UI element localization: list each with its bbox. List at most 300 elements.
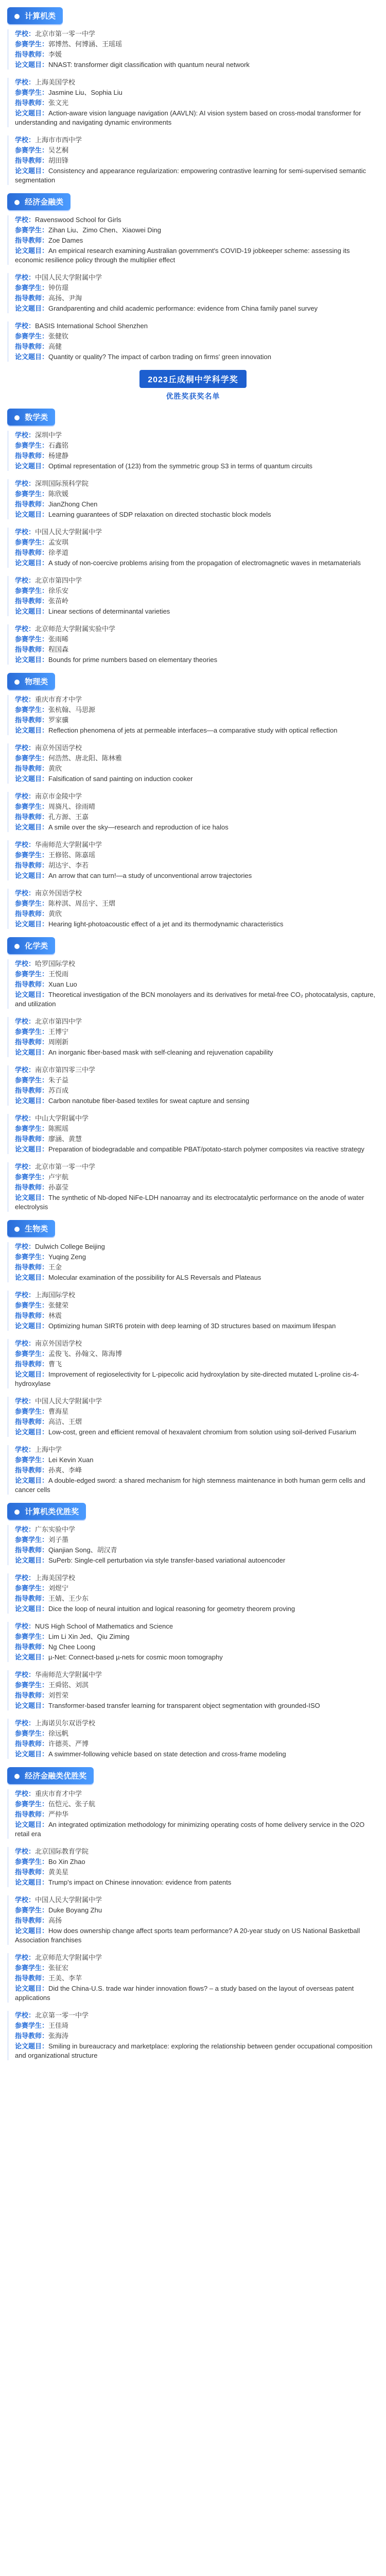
title: Improvement of regioselectivity for L-pipecolic acid hydroxylation by site-directed mutated L-proline cis-4-hydroxylase <box>15 1370 359 1387</box>
label-school: 学校： <box>15 744 36 752</box>
bullet-icon <box>14 1510 20 1515</box>
section-title: 经济金融类优胜奖 <box>25 1772 87 1781</box>
label-advisor: 指导教师： <box>15 99 49 107</box>
label-advisor: 指导教师： <box>15 1135 49 1143</box>
advisor: 高扬 <box>48 1917 62 1924</box>
section-header <box>7 937 379 954</box>
label-title: 论文题目： <box>15 1048 49 1056</box>
label-school: 学校： <box>15 1622 36 1630</box>
title: Low-cost, green and efficient removal of hexavalent chromium from solution using soil-derived Fusarium <box>48 1428 357 1436</box>
title: Falsification of sand painting on induction cooker <box>48 775 193 783</box>
entry <box>7 479 379 519</box>
entry <box>7 1397 379 1437</box>
team: Zihan Liu、Zimo Chen、Xiaowei Ding <box>48 226 161 234</box>
label-team: 参赛学生： <box>15 1456 49 1464</box>
team: 徐远帆 <box>48 1730 69 1737</box>
label-team: 参赛学生： <box>15 587 49 595</box>
label-school: 学校： <box>15 216 36 224</box>
label-school: 学校： <box>15 1848 36 1855</box>
advisor: 廖涵、黄慧 <box>48 1135 82 1143</box>
team: 张健荣 <box>48 1301 69 1309</box>
label-advisor: 指导教师： <box>15 452 49 460</box>
title: Grandparenting and child academic performance: evidence from China family panel survey <box>48 304 318 312</box>
label-team: 参赛学生： <box>15 40 49 48</box>
title: µ-Net: Connect-based µ-nets for cosmic moon tomography <box>48 1653 223 1661</box>
label-advisor: 指导教师： <box>15 1466 49 1474</box>
label-school: 学校： <box>15 1066 36 1074</box>
label-advisor: 指导教师： <box>15 1868 49 1876</box>
entry <box>7 1622 379 1662</box>
label-team: 参赛学生： <box>15 1301 49 1309</box>
label-school: 学校： <box>15 1896 36 1904</box>
label-title: 论文题目： <box>15 61 49 69</box>
label-advisor: 指导教师： <box>15 1038 49 1046</box>
label-title: 论文题目： <box>15 991 49 998</box>
label-advisor: 指导教师： <box>15 1643 49 1651</box>
section-chip <box>7 1767 94 1784</box>
title: Action-aware vision language navigation (AAVLN): AI vision system based on cross-modal transformer for understanding and navigating dynamic environments <box>15 109 361 126</box>
school: 北京市第四中学 <box>35 1018 82 1025</box>
label-title: 论文题目： <box>15 775 49 783</box>
label-school: 学校： <box>15 1018 36 1025</box>
label-school: 学校： <box>15 322 36 330</box>
label-advisor: 指导教师： <box>15 813 49 821</box>
team: 钟仿璟 <box>48 284 69 292</box>
label-school: 学校： <box>15 1114 36 1122</box>
title: Transformer-based transfer learning for transparent object segmentation with grounded-ISO <box>48 1702 320 1709</box>
label-school: 学校： <box>15 577 36 584</box>
school: 上海诺贝尔双语学校 <box>35 1719 96 1727</box>
label-title: 论文题目： <box>15 920 49 928</box>
label-advisor: 指导教师： <box>15 1183 49 1191</box>
label-school: 学校： <box>15 1719 36 1727</box>
label-team: 参赛学生： <box>15 900 49 907</box>
section-title: 生物类 <box>25 1225 48 1233</box>
entry <box>7 1114 379 1154</box>
title: Preparation of biodegradable and compatible PBAT/potato-starch polymer composites via reactive strategy <box>48 1145 364 1153</box>
label-advisor: 指导教师： <box>15 1312 49 1319</box>
section-chip <box>7 193 71 210</box>
team: 卢宇航 <box>48 1173 69 1181</box>
team: 孟俊飞、孙翰文、陈海博 <box>48 1350 122 1358</box>
awards-banner <box>7 370 379 401</box>
title: Optimizing human SIRT6 protein with deep learning of 3D structures based on maximum lifespan <box>48 1322 336 1330</box>
label-title: 论文题目： <box>15 2042 49 2050</box>
title: Reflection phenomena of jets at permeable interfaces—a comparative study with optical reflection <box>48 726 338 734</box>
label-advisor: 指导教师： <box>15 646 49 653</box>
label-title: 论文题目： <box>15 607 49 615</box>
team: 王佳琦 <box>48 2022 69 2029</box>
label-team: 参赛学生： <box>15 1173 49 1181</box>
label-school: 学校： <box>15 889 36 897</box>
team: 张杭翰、马思源 <box>48 706 96 714</box>
section-header <box>7 1220 379 1237</box>
title: An arrow that can turn!—a study of unconventional arrow trajectories <box>48 872 252 879</box>
entry <box>7 695 379 735</box>
label-title: 论文题目： <box>15 559 49 567</box>
label-advisor: 指导教师： <box>15 2032 49 2040</box>
advisor: Qianjian Song、胡汉青 <box>48 1546 117 1554</box>
bullet-icon <box>14 944 20 949</box>
label-team: 参赛学生： <box>15 1408 49 1415</box>
label-team: 参赛学生： <box>15 754 49 762</box>
team: Bo Xin Zhao <box>48 1858 85 1866</box>
label-school: 学校： <box>15 1526 36 1533</box>
school: 重庆市育才中学 <box>35 696 82 703</box>
entry <box>7 1445 379 1495</box>
school: 北京市第一零一中学 <box>35 1163 96 1171</box>
label-advisor: 指导教师： <box>15 157 49 164</box>
school: BASIS International School Shenzhen <box>35 322 148 330</box>
label-title: 论文题目： <box>15 304 49 312</box>
section-computer <box>7 7 379 185</box>
label-school: 学校： <box>15 480 36 487</box>
label-school: 学校： <box>15 841 36 849</box>
entry <box>7 1895 379 1945</box>
entry <box>7 1162 379 1212</box>
label-title: 论文题目： <box>15 1274 49 1281</box>
label-team: 参赛学生： <box>15 1681 49 1689</box>
title: An inorganic fiber-based mask with self-cleaning and rejuvenation capability <box>48 1048 273 1056</box>
label-team: 参赛学生： <box>15 1125 49 1132</box>
entry <box>7 273 379 313</box>
title: SuPerb: Single-cell perturbation via style transfer-based variational autoencoder <box>48 1556 286 1564</box>
label-advisor: 指导教师： <box>15 1740 49 1748</box>
title: A swimmer-following vehicle based on state detection and cross-frame modeling <box>48 1750 286 1758</box>
label-advisor: 指导教师： <box>15 1087 49 1094</box>
label-title: 论文题目： <box>15 1477 49 1484</box>
label-advisor: 指导教师： <box>15 549 49 556</box>
label-school: 学校： <box>15 1446 36 1453</box>
label-advisor: 指导教师： <box>15 1263 49 1271</box>
label-advisor: 指导教师： <box>15 980 49 988</box>
team: 吴艺桐 <box>48 146 69 154</box>
bullet-icon <box>14 14 20 19</box>
section-header <box>7 1503 379 1520</box>
label-school: 学校： <box>15 431 36 439</box>
title: Linear sections of determinantal varieties <box>48 607 170 615</box>
title: Theoretical investigation of the BCN monolayers and its derivatives for metal-free CO₂ photocatalysis, capture, and utilization <box>15 991 376 1008</box>
label-team: 参赛学生： <box>15 635 49 643</box>
entry <box>7 29 379 70</box>
entry <box>7 1789 379 1839</box>
label-title: 论文题目： <box>15 1428 49 1436</box>
advisor: 许德英、严博 <box>48 1740 89 1748</box>
label-team: 参赛学生： <box>15 1076 49 1084</box>
label-advisor: 指导教师： <box>15 1360 49 1368</box>
section-header <box>7 673 379 690</box>
banner-subtitle: 优胜奖获奖名单 <box>166 392 220 400</box>
bullet-icon <box>14 415 20 420</box>
bullet-icon <box>14 1227 20 1232</box>
label-title: 论文题目： <box>15 1194 49 1201</box>
entry <box>7 743 379 784</box>
school: NUS High School of Mathematics and Science <box>35 1622 173 1630</box>
advisor: 王婧、王少东 <box>48 1595 89 1602</box>
label-title: 论文题目： <box>15 1653 49 1661</box>
school: 中国人民大学附属中学 <box>35 528 102 536</box>
team: 孟安琪 <box>48 538 69 546</box>
advisor: 高洁、王熠 <box>48 1418 82 1426</box>
title: An empirical research examining Australian government's COVID-19 jobkeeper scheme: assessing its economic resilience policy through the multiplier effect <box>15 247 350 264</box>
school: 广东实验中学 <box>35 1526 76 1533</box>
entry <box>7 959 379 1009</box>
team: Yuqing Zeng <box>48 1253 86 1261</box>
label-advisor: 指导教师： <box>15 294 49 302</box>
label-team: 参赛学生： <box>15 1253 49 1261</box>
title: NNAST: transformer digit classification with quantum neural network <box>48 61 250 69</box>
team: 陈熙瑶 <box>48 1125 69 1132</box>
label-title: 论文题目： <box>15 656 49 664</box>
label-title: 论文题目： <box>15 167 49 175</box>
label-team: 参赛学生： <box>15 851 49 859</box>
label-title: 论文题目： <box>15 823 49 831</box>
entry <box>7 2011 379 2060</box>
entry <box>7 1525 379 1565</box>
school: 中国人民大学附属中学 <box>35 1896 102 1904</box>
label-school: 学校： <box>15 1340 36 1347</box>
team: 郭博然、何博涵、王瑶瑶 <box>48 40 122 48</box>
school: 南京市金陵中学 <box>35 792 82 800</box>
section-econ-awards <box>7 1767 379 2060</box>
school: 上海美国学校 <box>35 1574 76 1582</box>
advisor: 黄欣 <box>48 765 62 772</box>
awards-document <box>0 7 386 2060</box>
entry <box>7 321 379 362</box>
label-team: 参赛学生： <box>15 706 49 714</box>
advisor: 黄美星 <box>48 1868 69 1876</box>
school: Dulwich College Beijing <box>35 1243 105 1250</box>
label-school: 学校： <box>15 274 36 281</box>
label-advisor: 指导教师： <box>15 1810 49 1818</box>
section-header <box>7 1767 379 1784</box>
advisor: Zoe Dames <box>48 236 83 244</box>
label-school: 学校： <box>15 2011 36 2019</box>
label-team: 参赛学生： <box>15 970 49 978</box>
school: 深圳国际预科学院 <box>35 480 89 487</box>
entry <box>7 1847 379 1887</box>
advisor: 孔方源、王嘉 <box>48 813 89 821</box>
school: 北京师范大学附属实验中学 <box>35 625 116 633</box>
advisor: 高健 <box>48 343 62 350</box>
label-title: 论文题目： <box>15 1145 49 1153</box>
team: 伍恺元、张子航 <box>48 1800 96 1808</box>
label-team: 参赛学生： <box>15 332 49 340</box>
label-title: 论文题目： <box>15 1878 49 1886</box>
label-school: 学校： <box>15 1163 36 1171</box>
label-school: 学校： <box>15 30 36 38</box>
school: 深圳中学 <box>35 431 62 439</box>
title: Smiling in bureaucracy and marketplace: exploring the relationship between gender occupational composition and organizational structure <box>15 2042 373 2059</box>
label-title: 论文题目： <box>15 1750 49 1758</box>
label-title: 论文题目： <box>15 1605 49 1613</box>
label-team: 参赛学生： <box>15 1964 49 1972</box>
section-title: 数学类 <box>25 413 48 422</box>
advisor: 李媛 <box>48 50 62 58</box>
team: 徐乐安 <box>48 587 69 595</box>
label-title: 论文题目： <box>15 1370 49 1378</box>
school: 上海中学 <box>35 1446 62 1453</box>
section-economics <box>7 193 379 362</box>
label-advisor: 指导教师： <box>15 500 49 508</box>
team: 陈欣媛 <box>48 490 69 498</box>
entry <box>7 889 379 929</box>
section-chemistry <box>7 937 379 1212</box>
team: 张健钦 <box>48 332 69 340</box>
label-team: 参赛学生： <box>15 1633 49 1640</box>
label-advisor: 指导教师： <box>15 1546 49 1554</box>
label-advisor: 指导教师： <box>15 1691 49 1699</box>
label-school: 学校： <box>15 528 36 536</box>
advisor: 林震 <box>48 1312 62 1319</box>
entry <box>7 1339 379 1388</box>
section-physics <box>7 673 379 929</box>
label-advisor: 指导教师： <box>15 910 49 918</box>
label-title: 论文题目： <box>15 1927 49 1935</box>
title: Did the China-U.S. trade war hinder innovation flows? – a study based on the layout of overseas patent applications <box>15 1985 354 2002</box>
section-chip <box>7 673 55 690</box>
team: 石鑫铭 <box>48 442 69 449</box>
team: 朱子益 <box>48 1076 69 1084</box>
section-header <box>7 409 379 426</box>
team: Jasmine Liu、Sophia Liu <box>48 89 122 96</box>
label-school: 学校： <box>15 1790 36 1798</box>
school: 北京市第四中学 <box>35 577 82 584</box>
title: Dice the loop of neural intuition and logical reasoning for geometry theorem proving <box>48 1605 295 1613</box>
label-advisor: 指导教师： <box>15 597 49 605</box>
title: Hearing light-photoacoustic effect of a jet and its thermodynamic characteristics <box>48 920 284 928</box>
section-title: 计算机类 <box>25 12 56 21</box>
team: 周旖凡、徐雨晴 <box>48 803 96 810</box>
section-title: 化学类 <box>25 942 48 951</box>
section-chip <box>7 7 63 24</box>
school: 北京师范大学附属中学 <box>35 1954 102 1961</box>
advisor: JianZhong Chen <box>48 500 98 508</box>
label-advisor: 指导教师： <box>15 343 49 350</box>
label-title: 论文题目： <box>15 462 49 470</box>
label-title: 论文题目： <box>15 1322 49 1330</box>
advisor: 胡田锋 <box>48 157 69 164</box>
label-advisor: 指导教师： <box>15 1917 49 1924</box>
label-team: 参赛学生： <box>15 1858 49 1866</box>
section-math <box>7 409 379 665</box>
school: 中国人民大学附属中学 <box>35 1397 102 1405</box>
advisor: 黄欣 <box>48 910 62 918</box>
advisor: 曹飞 <box>48 1360 62 1368</box>
entry <box>7 576 379 616</box>
entry <box>7 528 379 568</box>
entry <box>7 1065 379 1106</box>
entry <box>7 1670 379 1710</box>
label-team: 参赛学生： <box>15 1730 49 1737</box>
label-school: 学校： <box>15 1397 36 1405</box>
section-chip <box>7 1503 86 1520</box>
advisor: 严仲华 <box>48 1810 69 1818</box>
advisor: 王金 <box>48 1263 62 1271</box>
label-school: 学校： <box>15 1574 36 1582</box>
advisor: Xuan Luo <box>48 980 77 988</box>
section-chip <box>7 1220 55 1237</box>
team: 刘子墨 <box>48 1536 69 1544</box>
label-school: 学校： <box>15 1243 36 1250</box>
team: 陈梓淇、周岳宇、王熠 <box>48 900 116 907</box>
label-title: 论文题目： <box>15 1097 49 1105</box>
label-school: 学校： <box>15 696 36 703</box>
school: 华南师范大学附属中学 <box>35 1671 102 1679</box>
label-team: 参赛学生： <box>15 1536 49 1544</box>
label-title: 论文题目： <box>15 109 49 117</box>
school: 中山大学附属中学 <box>35 1114 89 1122</box>
section-title: 经济金融类 <box>25 198 64 207</box>
entry <box>7 431 379 471</box>
section-header <box>7 7 379 24</box>
label-advisor: 指导教师： <box>15 1595 49 1602</box>
school: 上海市市西中学 <box>35 136 82 144</box>
entry <box>7 1719 379 1759</box>
label-advisor: 指导教师： <box>15 50 49 58</box>
advisor: 周刚新 <box>48 1038 69 1046</box>
title: How does ownership change affect sports team performance? A 20-year study on US National Basketball Association franchises <box>15 1927 360 1944</box>
school: 南京外国语学校 <box>35 1340 82 1347</box>
label-advisor: 指导教师： <box>15 861 49 869</box>
title: The synthetic of Nb-doped NiFe-LDH nanoarray and its electrocatalytic performance on the anode of water electrolysis <box>15 1194 364 1211</box>
bullet-icon <box>14 680 20 685</box>
team: 张雨晞 <box>48 635 69 643</box>
label-team: 参赛学生： <box>15 284 49 292</box>
team: 刘煜宁 <box>48 1584 69 1592</box>
school: 南京市第四零三中学 <box>35 1066 96 1074</box>
label-team: 参赛学生： <box>15 1800 49 1808</box>
advisor: 徐孝道 <box>48 549 69 556</box>
label-advisor: 指导教师： <box>15 716 49 724</box>
entry <box>7 1573 379 1614</box>
label-team: 参赛学生： <box>15 2022 49 2029</box>
school: 重庆市育才中学 <box>35 1790 82 1798</box>
school: 南京外国语学校 <box>35 889 82 897</box>
entry <box>7 1953 379 2003</box>
school: 哈罗国际学校 <box>35 960 76 968</box>
team: 王博宁 <box>48 1028 69 1036</box>
section-chip <box>7 409 55 426</box>
label-school: 学校： <box>15 1954 36 1961</box>
label-school: 学校： <box>15 792 36 800</box>
advisor: 张海涛 <box>48 2032 69 2040</box>
label-title: 论文题目： <box>15 353 49 361</box>
school: 北京市第一零一中学 <box>35 30 96 38</box>
entry <box>7 624 379 665</box>
section-title: 计算机类优胜奖 <box>25 1507 79 1516</box>
label-team: 参赛学生： <box>15 1906 49 1914</box>
label-team: 参赛学生： <box>15 1584 49 1592</box>
label-team: 参赛学生： <box>15 146 49 154</box>
section-chip <box>7 937 55 954</box>
bullet-icon <box>14 200 20 205</box>
label-title: 论文题目： <box>15 1985 49 1992</box>
label-title: 论文题目： <box>15 726 49 734</box>
label-school: 学校： <box>15 960 36 968</box>
entry <box>7 1242 379 1282</box>
label-school: 学校： <box>15 1291 36 1299</box>
title: Consistency and appearance regularization: empowering contrastive learning for semi-supervised semantic segmentation <box>15 167 366 184</box>
advisor: Ng Chee Loong <box>48 1643 96 1651</box>
section-biology <box>7 1220 379 1495</box>
label-school: 学校： <box>15 1671 36 1679</box>
school: 北京第一零一中学 <box>35 2011 89 2019</box>
advisor: 杨建静 <box>48 452 69 460</box>
label-advisor: 指导教师： <box>15 765 49 772</box>
label-title: 论文题目： <box>15 1821 49 1828</box>
label-team: 参赛学生： <box>15 803 49 810</box>
